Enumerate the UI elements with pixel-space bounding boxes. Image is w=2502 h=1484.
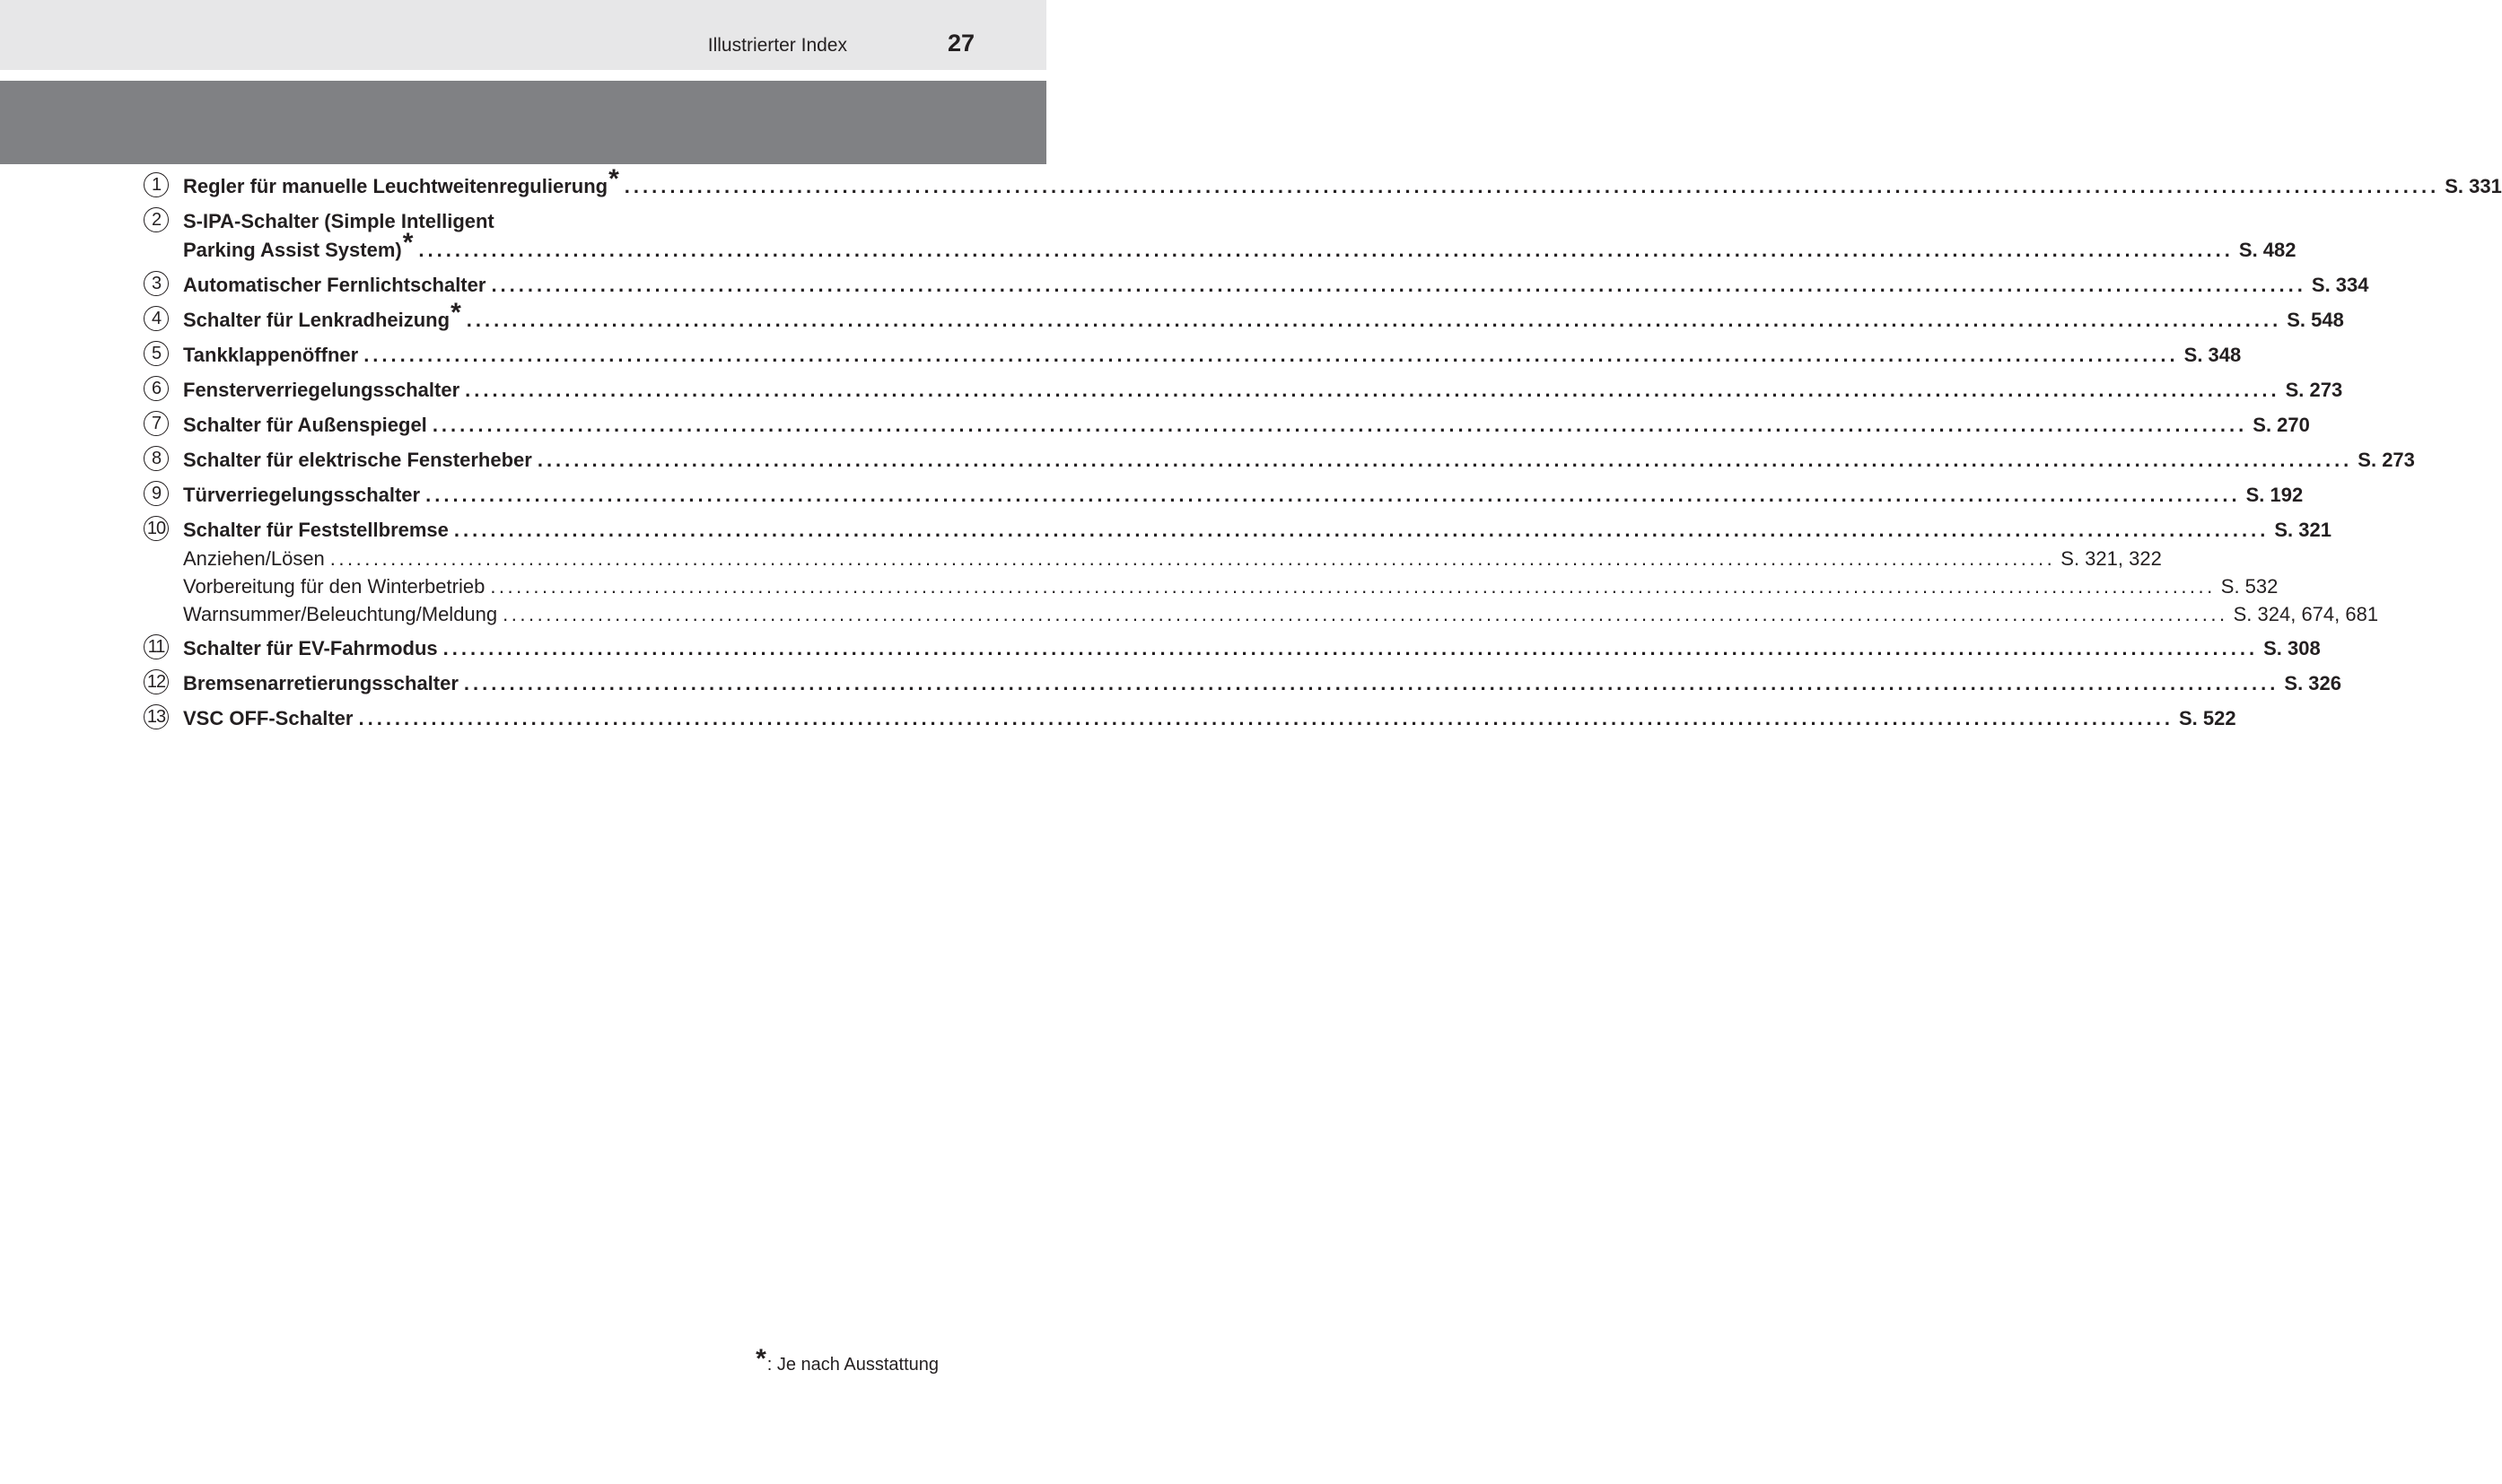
entry-line — [183, 446, 2415, 475]
entry-number-circle: 10 — [144, 516, 169, 541]
entry-label: Parking Assist System)* — [183, 228, 414, 261]
index-entry — [144, 298, 2344, 335]
dot-leader: ........................................................................................................................................................................................................ — [503, 603, 2228, 625]
dot-leader: ........................................................................................................................................................................................................ — [624, 175, 2440, 197]
section-bar — [0, 81, 1046, 164]
entry-number-circle: 3 — [144, 271, 169, 296]
dot-leader: ........................................................................................................................................................................................................ — [358, 707, 2174, 729]
index-entry — [144, 669, 2341, 698]
entry-line — [183, 271, 2369, 300]
dot-leader: ........................................................................................................................................................................................................ — [490, 575, 2216, 598]
dot-leader: ........................................................................................................................................................................................................ — [453, 519, 2270, 541]
page-reference: S. 324, 674, 681 — [2233, 603, 2379, 625]
index-entry — [144, 271, 2369, 300]
page-reference: S. 348 — [2183, 344, 2242, 366]
entry-line — [183, 516, 2331, 545]
index-entry — [144, 634, 2321, 663]
entry-label-text: Schalter für EV-Fahrmodus — [183, 637, 438, 659]
entry-line — [183, 341, 2242, 370]
index-entry — [144, 516, 2379, 628]
entry-number-circle: 9 — [144, 481, 169, 506]
entry-label — [183, 411, 427, 440]
section-title: Illustrierter Index — [707, 35, 847, 56]
entry-line — [183, 704, 2236, 733]
entry-label-text: VSC OFF-Schalter — [183, 707, 354, 729]
page-reference: S. 326 — [2284, 672, 2341, 694]
page-reference: S. 273 — [2358, 449, 2415, 471]
footnote-text: : Je nach Ausstattung — [766, 1355, 939, 1375]
dot-leader: ........................................................................................................................................................................................................ — [442, 637, 2259, 659]
index-entry — [144, 446, 2415, 475]
entry-label-text: Anziehen/Lösen — [183, 547, 325, 570]
page-reference: S. 482 — [2238, 239, 2296, 261]
entry-label — [183, 376, 459, 405]
entry-number-circle: 5 — [144, 341, 169, 366]
index-entry — [144, 411, 2310, 440]
entry-line — [183, 376, 2343, 405]
dot-leader: ........................................................................................................................................................................................................ — [463, 672, 2279, 694]
entry-label-text: Schalter für Außenspiegel — [183, 414, 427, 436]
entry-line — [183, 207, 897, 236]
entry-line — [183, 298, 2344, 335]
entry-subline — [183, 545, 2162, 572]
index-entry — [144, 481, 2304, 510]
dot-leader: ........................................................................................................................................................................................................ — [432, 414, 2248, 436]
index-list — [144, 164, 2502, 733]
dot-leader: ........................................................................................................................................................................................................ — [329, 547, 2056, 570]
index-entry — [144, 164, 2502, 201]
entry-label-text: Vorbereitung für den Winterbetrieb — [183, 575, 486, 598]
entry-label-text: Schalter für Lenkradheizung — [183, 309, 451, 331]
page-number: 27 — [947, 30, 975, 57]
entry-number-circle: 4 — [144, 306, 169, 331]
page-reference: S. 522 — [2178, 707, 2236, 729]
entry-number-circle: 11 — [144, 634, 169, 659]
header-divider — [0, 70, 1046, 72]
entry-label — [183, 271, 486, 300]
entry-label — [183, 545, 325, 572]
entry-line — [183, 411, 2310, 440]
entry-number-circle: 12 — [144, 669, 169, 694]
entry-subline — [183, 600, 2379, 628]
page-reference: S. 308 — [2263, 637, 2321, 659]
entry-label-text: Automatischer Fernlichtschalter — [183, 274, 486, 296]
entry-subline — [183, 572, 2279, 600]
page-reference: S. 548 — [2287, 309, 2344, 331]
entry-label — [183, 634, 438, 663]
page-reference: S. 321 — [2274, 519, 2331, 541]
entry-line — [183, 669, 2341, 698]
entry-label: Regler für manuelle Leuchtweitenregulierung* — [183, 164, 619, 197]
entry-number-circle: 8 — [144, 446, 169, 471]
page-reference: S. 532 — [2220, 575, 2279, 598]
dot-leader: ........................................................................................................................................................................................................ — [425, 484, 2241, 506]
dot-leader: ........................................................................................................................................................................................................ — [491, 274, 2306, 296]
page-reference: S. 273 — [2285, 379, 2343, 401]
entry-label — [183, 572, 485, 600]
entry-line — [183, 228, 2296, 265]
header-band — [0, 0, 1046, 70]
footnote: *: Je nach Ausstattung — [756, 1344, 939, 1375]
entry-label-text: Parking Assist System) — [183, 239, 402, 261]
page-reference: S. 331 — [2445, 175, 2502, 197]
page-reference: S. 270 — [2253, 414, 2310, 436]
entry-label-text: S-IPA-Schalter (Simple Intelligent — [183, 210, 494, 232]
index-entry — [144, 207, 2296, 265]
entry-label: Schalter für Lenkradheizung* — [183, 298, 461, 331]
entry-label — [183, 516, 449, 545]
entry-line — [183, 164, 2502, 201]
entry-label-text: Tankklappenöffner — [183, 344, 359, 366]
entry-label-text: Warnsummer/Beleuchtung/Meldung — [183, 603, 498, 625]
entry-label-text: Schalter für Feststellbremse — [183, 519, 449, 541]
entry-number-circle: 2 — [144, 207, 169, 232]
entry-number-circle: 13 — [144, 704, 169, 729]
page-reference: S. 192 — [2245, 484, 2304, 506]
entry-label — [183, 481, 420, 510]
entry-label — [183, 207, 494, 236]
index-entry — [144, 341, 2242, 370]
entry-label — [183, 704, 353, 733]
entry-label-text: Türverriegelungsschalter — [183, 484, 421, 506]
dot-leader: ........................................................................................................................................................................................................ — [363, 344, 2179, 366]
dot-leader: ........................................................................................................................................................................................................ — [465, 379, 2280, 401]
index-entry — [144, 704, 2236, 733]
dot-leader: ........................................................................................................................................................................................................ — [418, 239, 2234, 261]
dot-leader: ........................................................................................................................................................................................................ — [466, 309, 2282, 331]
entry-label — [183, 446, 532, 475]
entry-label-text: Bremsenarretierungsschalter — [183, 672, 459, 694]
entry-label-text: Schalter für elektrische Fensterheber — [183, 449, 532, 471]
page-reference: S. 334 — [2311, 274, 2369, 296]
entry-number-circle: 7 — [144, 411, 169, 436]
entry-label-text: Fensterverriegelungsschalter — [183, 379, 460, 401]
entry-line — [183, 481, 2304, 510]
dot-leader: ........................................................................................................................................................................................................ — [537, 449, 2353, 471]
page-reference: S. 321, 322 — [2060, 547, 2162, 570]
index-entry — [144, 376, 2343, 405]
entry-label-text: Regler für manuelle Leuchtweitenregulierung — [183, 175, 608, 197]
entry-label — [183, 600, 497, 628]
entry-label — [183, 669, 459, 698]
entry-number-circle: 1 — [144, 172, 169, 197]
entry-label — [183, 341, 358, 370]
entry-line — [183, 634, 2321, 663]
entry-number-circle: 6 — [144, 376, 169, 401]
